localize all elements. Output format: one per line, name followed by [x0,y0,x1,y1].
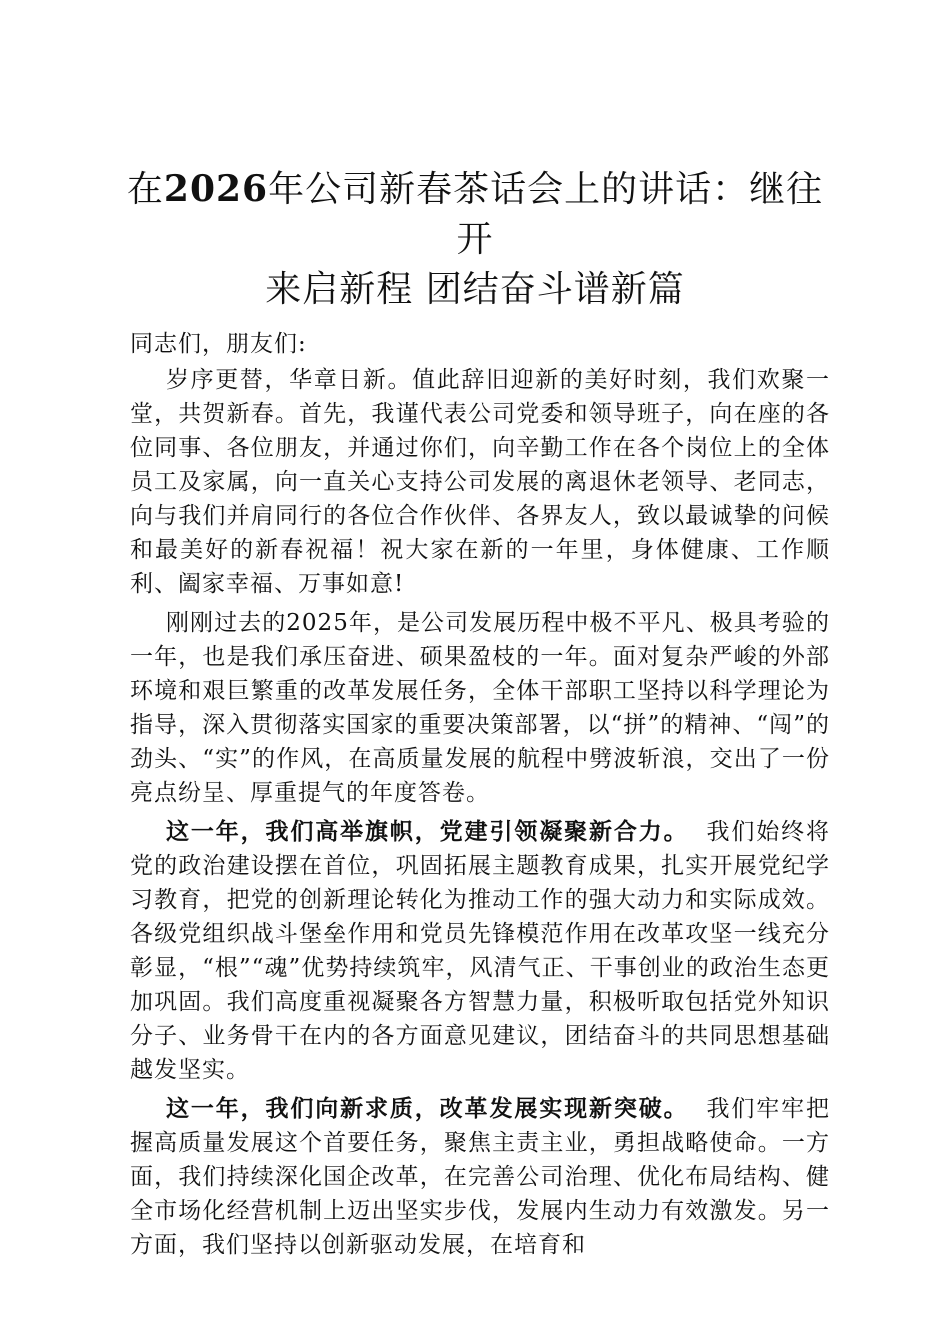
paragraph-lead: 这一年，我们向新求质，改革发展实现新突破。 [166,1095,689,1122]
paragraph-text: 我们牢牢把握高质量发展这个首要任务，聚焦主责主业，勇担战略使命。一方面，我们持续深化国企改革，在完善公司治理、优化布局结构、健全市场化经营机制上迈出坚实步伐，发展内生动力有效激发。另一方面，我们坚持以创新驱动发展，在培育和 [130,1096,831,1258]
title-line2: 来启新程 团结奋斗谱新篇 [265,269,685,310]
title-year: 2026 [163,168,269,210]
salutation: 同志们，朋友们: [130,331,307,357]
paragraph [130,363,830,601]
paragraph-text: 我们始终将党的政治建设摆在首位，巩固拓展主题教育成果，扎实开展党纪学习教育，把党的创新理论转化为推动工作的强大动力和实际成效。各级党组织战斗堡垒作用和党员先锋模范作用在改革攻坚一线充分彰显，“根”“魂”优势持续筑牢，风清气正、干事创业的政治生态更加巩固。我们高度重视凝聚各方智慧力量，积极听取包括党外知识分子、业务骨干在内的各方面意见建议，团结奋斗的共同思想基础越发坚实。 [130,819,831,1083]
paragraph-text: 岁序更替，华章日新。值此辞旧迎新的美好时刻，我们欢聚一堂，共贺新春。首先，我谨代表公司党委和领导班子，向在座的各位同事、各位朋友，并通过你们，向辛勤工作在各个岗位上的全体员工及家属，向一直关心支持公司发展的离退休老领导、老同志，向与我们并肩同行的各位合作伙伴、各界友人，致以最诚挚的问候和最美好的新春祝福！祝大家在新的一年里，身体健康、工作顺利、阖家幸福、万事如意! [130,367,830,597]
document-body [130,327,830,1267]
title-rest-line1: 年公司新春茶话会上的讲话：继往开 [268,169,824,260]
paragraph [130,1092,830,1262]
paragraph-lead: 这一年，我们高举旗帜，党建引领凝聚新合力。 [166,818,689,845]
title-prefix: 在 [126,169,164,210]
paragraph [130,606,830,810]
paragraph [130,815,830,1087]
document-title [110,164,840,315]
paragraph-text: 刚刚过去的2025年，是公司发展历程中极不平凡、极具考验的一年，也是我们承压奋进、硕果盈枝的一年。面对复杂严峻的外部环境和艰巨繁重的改革发展任务，全体干部职工坚持以科学理论为指导，深入贯彻落实国家的重要决策部署，以“拼”的精神、“闯”的劲头、“实”的作风，在高质量发展的航程中劈波斩浪，交出了一份亮点纷呈、厚重提气的年度答卷。 [130,610,830,806]
